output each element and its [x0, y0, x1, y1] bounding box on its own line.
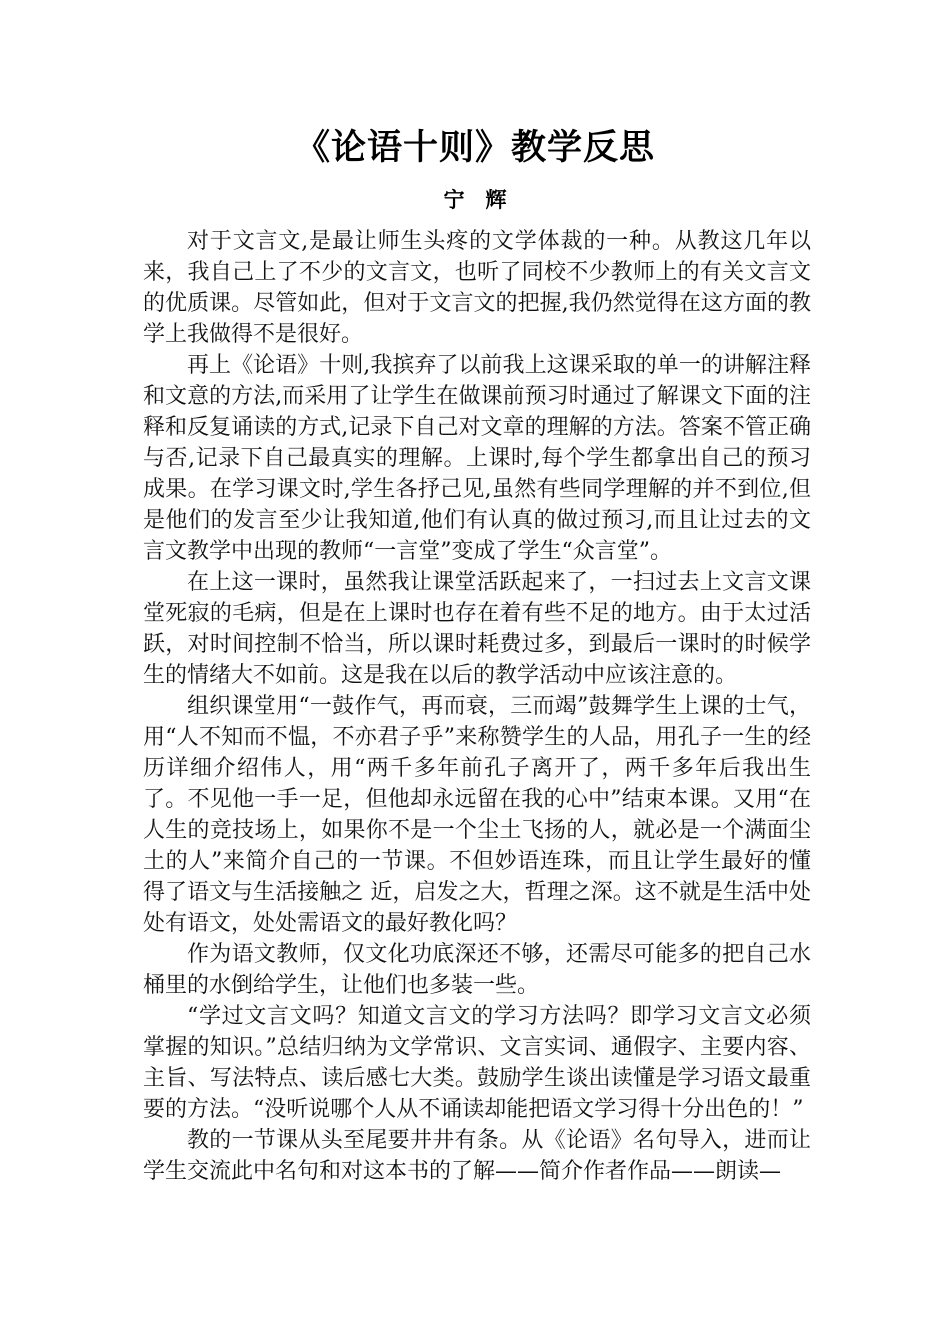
body-paragraph: 作为语文教师，仅文化功底深还不够，还需尽可能多的把自己水桶里的水倒给学生，让他们也多装一些。: [143, 942, 811, 998]
body-paragraph: 组织课堂用“一鼓作气，再而衰，三而竭”鼓舞学生上课的士气，用“人不知而不愠，不亦君子乎”来称赞学生的人品，用孔子一生的经历详细介绍伟人，用“两千多年前孔子离开了，两千多年后我出生了。不见他一手一足，但他却永远留在我的心中”结束本课。又用“在人生的竞技场上，如果你不是一个尘土飞扬的人，就必是一个满面尘土的人”来简介自己的一节课。不但妙语连珠，而且让学生最好的懂得了语文与生活接触之 近，启发之大，哲理之深。这不就是生活中处处有语文，处处需语文的最好教化吗？: [143, 694, 811, 936]
body-paragraph: “学过文言文吗？知道文言文的学习方法吗？即学习文言文必须掌握的知识。”总结归纳为文学常识、文言实词、通假字、主要内容、主旨、写法特点、读后感七大类。鼓励学生谈出读懂是学习语文最重要的方法。“没听说哪个人从不诵读却能把语文学习得十分出色的！”: [143, 1004, 811, 1122]
body-paragraph: 教的一节课从头至尾要井井有条。从《论语》名句导入，进而让学生交流此中名句和对这本书的了解——简介作者作品——朗读—: [143, 1128, 811, 1184]
body-paragraph: 再上《论语》十则,我摈弃了以前我上这课采取的单一的讲解注释和文意的方法,而采用了让学生在做课前预习时通过了解课文下面的注释和反复诵读的方式,记录下自己对文章的理解的方法。答案不管正确与否,记录下自己最真实的理解。上课时,每个学生都拿出自己的预习成果。在学习课文时,学生各抒己见,虽然有些同学理解的并不到位,但是他们的发言至少让我知道,他们有认真的做过预习,而且让过去的文言文教学中出现的教师“一言堂”变成了学生“众言堂”。: [143, 353, 811, 564]
body-paragraph: 对于文言文,是最让师生头疼的文学体裁的一种。从教这几年以来，我自己上了不少的文言文，也听了同校不少教师上的有关文言文的优质课。尽管如此，但对于文言文的把握,我仍然觉得在这方面的教学上我做得不是很好。: [143, 229, 811, 347]
body-paragraph: 在上这一课时，虽然我让课堂活跃起来了，一扫过去上文言文课堂死寂的毛病，但是在上课时也存在着有些不足的地方。由于太过活跃，对时间控制不恰当，所以课时耗费过多，到最后一课时的时候学生的情绪大不如前。这是我在以后的教学活动中应该注意的。: [143, 570, 811, 688]
document-title: 《论语十则》教学反思: [294, 128, 655, 168]
document-author: 宁 辉: [443, 188, 507, 212]
document-body: [143, 226, 811, 1187]
